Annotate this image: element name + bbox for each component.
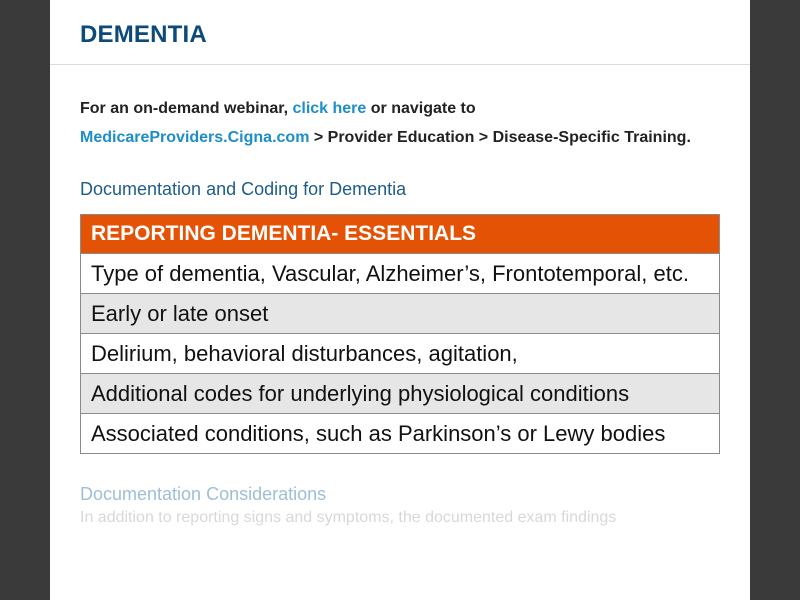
intro-middle: or navigate to <box>366 100 476 117</box>
essentials-row: Delirium, behavioral disturbances, agitation, <box>81 334 719 374</box>
page-title: DEMENTIA <box>80 21 207 48</box>
section-heading: Documentation and Coding for Dementia <box>80 179 407 199</box>
medicare-providers-link[interactable]: MedicareProviders.Cigna.com <box>80 128 310 146</box>
essentials-table-header: REPORTING DEMENTIA- ESSENTIALS <box>81 215 719 254</box>
essentials-row: Additional codes for underlying physiological conditions <box>81 374 719 414</box>
intro-paragraph <box>80 95 720 152</box>
essentials-table <box>80 214 720 454</box>
document-page <box>50 0 750 600</box>
essentials-row: Associated conditions, such as Parkinson’s or Lewy bodies <box>91 421 666 446</box>
webinar-link[interactable]: click here <box>292 100 367 117</box>
intro-prefix: For an on-demand webinar, <box>80 100 293 117</box>
page-content <box>50 95 750 527</box>
next-section-heading: Documentation Considerations <box>80 484 327 504</box>
essentials-row: Type of dementia, Vascular, Alzheimer’s, Frontotemporal, etc. <box>81 254 719 294</box>
next-section-text: In addition to reporting signs and symptoms, the documented exam findings <box>80 509 617 526</box>
intro-suffix: > Provider Education > Disease-Specific Training. <box>309 128 691 146</box>
essentials-row: Early or late onset <box>81 294 719 334</box>
page-header <box>50 0 750 65</box>
